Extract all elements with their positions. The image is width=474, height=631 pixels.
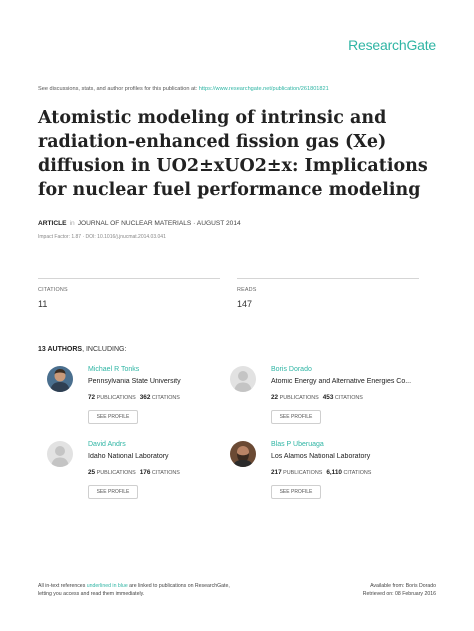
reads-stat xyxy=(237,278,419,309)
article-line xyxy=(38,220,241,227)
author-avatar[interactable] xyxy=(230,441,256,467)
publications-label: PUBLICATIONS xyxy=(283,470,323,476)
publications-label: PUBLICATIONS xyxy=(96,395,136,401)
researchgate-logo[interactable]: ResearchGate xyxy=(348,37,436,53)
author-card xyxy=(47,366,252,432)
article-type: ARTICLE xyxy=(38,220,67,227)
divider xyxy=(237,278,419,279)
author-avatar[interactable] xyxy=(47,366,73,392)
author-stats xyxy=(88,394,180,401)
see-discussions-text: See discussions, stats, and author profiles for this publication at: xyxy=(38,86,198,92)
authors-heading xyxy=(38,346,126,353)
footer-text: All in-text references xyxy=(38,583,86,589)
author-stats xyxy=(271,394,363,401)
see-profile-button[interactable]: SEE PROFILE xyxy=(271,410,321,424)
underlined-link[interactable]: underlined in blue xyxy=(86,583,128,589)
see-profile-button[interactable]: SEE PROFILE xyxy=(88,410,138,424)
publications-label: PUBLICATIONS xyxy=(96,470,136,476)
publication-link[interactable]: https://www.researchgate.net/publication/261801821 xyxy=(198,86,329,92)
see-discussions-line xyxy=(38,86,438,92)
footer-note xyxy=(38,582,230,598)
separator: in xyxy=(69,220,75,227)
author-citations-count: 6,110 xyxy=(326,469,342,476)
citations-label: CITATIONS xyxy=(38,287,68,293)
available-from: Available from: Boris Dorado xyxy=(370,583,436,589)
author-name[interactable]: David Andrs xyxy=(88,441,126,448)
publication-title: Atomistic modeling of intrinsic and radiation-enhanced fission gas (Xe) diffusion in UO2±xUO2±x: Implications for nuclear fuel performance modeling xyxy=(38,108,428,200)
publications-count: 217 xyxy=(271,469,282,476)
author-citations-count: 176 xyxy=(139,469,151,476)
footer-line-2: letting you access and read them immediately. xyxy=(38,591,145,597)
see-profile-button[interactable]: SEE PROFILE xyxy=(88,485,138,499)
author-avatar-placeholder[interactable] xyxy=(47,441,73,467)
author-institution: Pennsylvania State University xyxy=(88,378,181,385)
author-card xyxy=(230,366,435,432)
author-card xyxy=(230,441,435,507)
author-citations-count: 453 xyxy=(322,394,334,401)
authors-suffix: , INCLUDING: xyxy=(82,346,127,353)
author-citations-label: CITATIONS xyxy=(334,395,363,401)
author-citations-label: CITATIONS xyxy=(151,395,180,401)
author-name[interactable]: Michael R Tonks xyxy=(88,366,140,373)
journal-info: JOURNAL OF NUCLEAR MATERIALS · AUGUST 2014 xyxy=(77,220,241,227)
author-name[interactable]: Boris Dorado xyxy=(271,366,312,373)
author-institution: Atomic Energy and Alternative Energies Co... xyxy=(271,378,412,385)
author-name[interactable]: Blas P Uberuaga xyxy=(271,441,324,448)
author-stats xyxy=(271,469,371,476)
availability-note xyxy=(363,582,436,598)
publications-label: PUBLICATIONS xyxy=(279,395,319,401)
reads-label: READS xyxy=(237,287,257,293)
author-citations-label: CITATIONS xyxy=(343,470,372,476)
author-card xyxy=(47,441,252,507)
footer-line-1 xyxy=(38,582,230,590)
authors-count: 13 AUTHORS xyxy=(38,346,83,353)
author-citations-count: 362 xyxy=(139,394,151,401)
author-institution: Los Alamos National Laboratory xyxy=(271,453,371,460)
citations-count: 11 xyxy=(38,299,48,309)
divider xyxy=(38,278,220,279)
author-institution: Idaho National Laboratory xyxy=(88,453,169,460)
see-profile-button[interactable]: SEE PROFILE xyxy=(271,485,321,499)
reads-count: 147 xyxy=(237,299,253,309)
author-stats xyxy=(88,469,180,476)
author-avatar-placeholder[interactable] xyxy=(230,366,256,392)
footer-text: are linked to publications on ResearchGate, xyxy=(129,583,230,589)
citations-stat xyxy=(38,278,220,309)
publications-count: 72 xyxy=(88,394,96,401)
publications-count: 25 xyxy=(88,469,96,476)
author-citations-label: CITATIONS xyxy=(151,470,180,476)
retrieved-on: Retrieved on: 08 February 2016 xyxy=(362,591,436,597)
publications-count: 22 xyxy=(271,394,279,401)
impact-doi-line: Impact Factor: 1.87 · DOI: 10.1016/j.jnucmat.2014.03.041 xyxy=(38,234,166,240)
